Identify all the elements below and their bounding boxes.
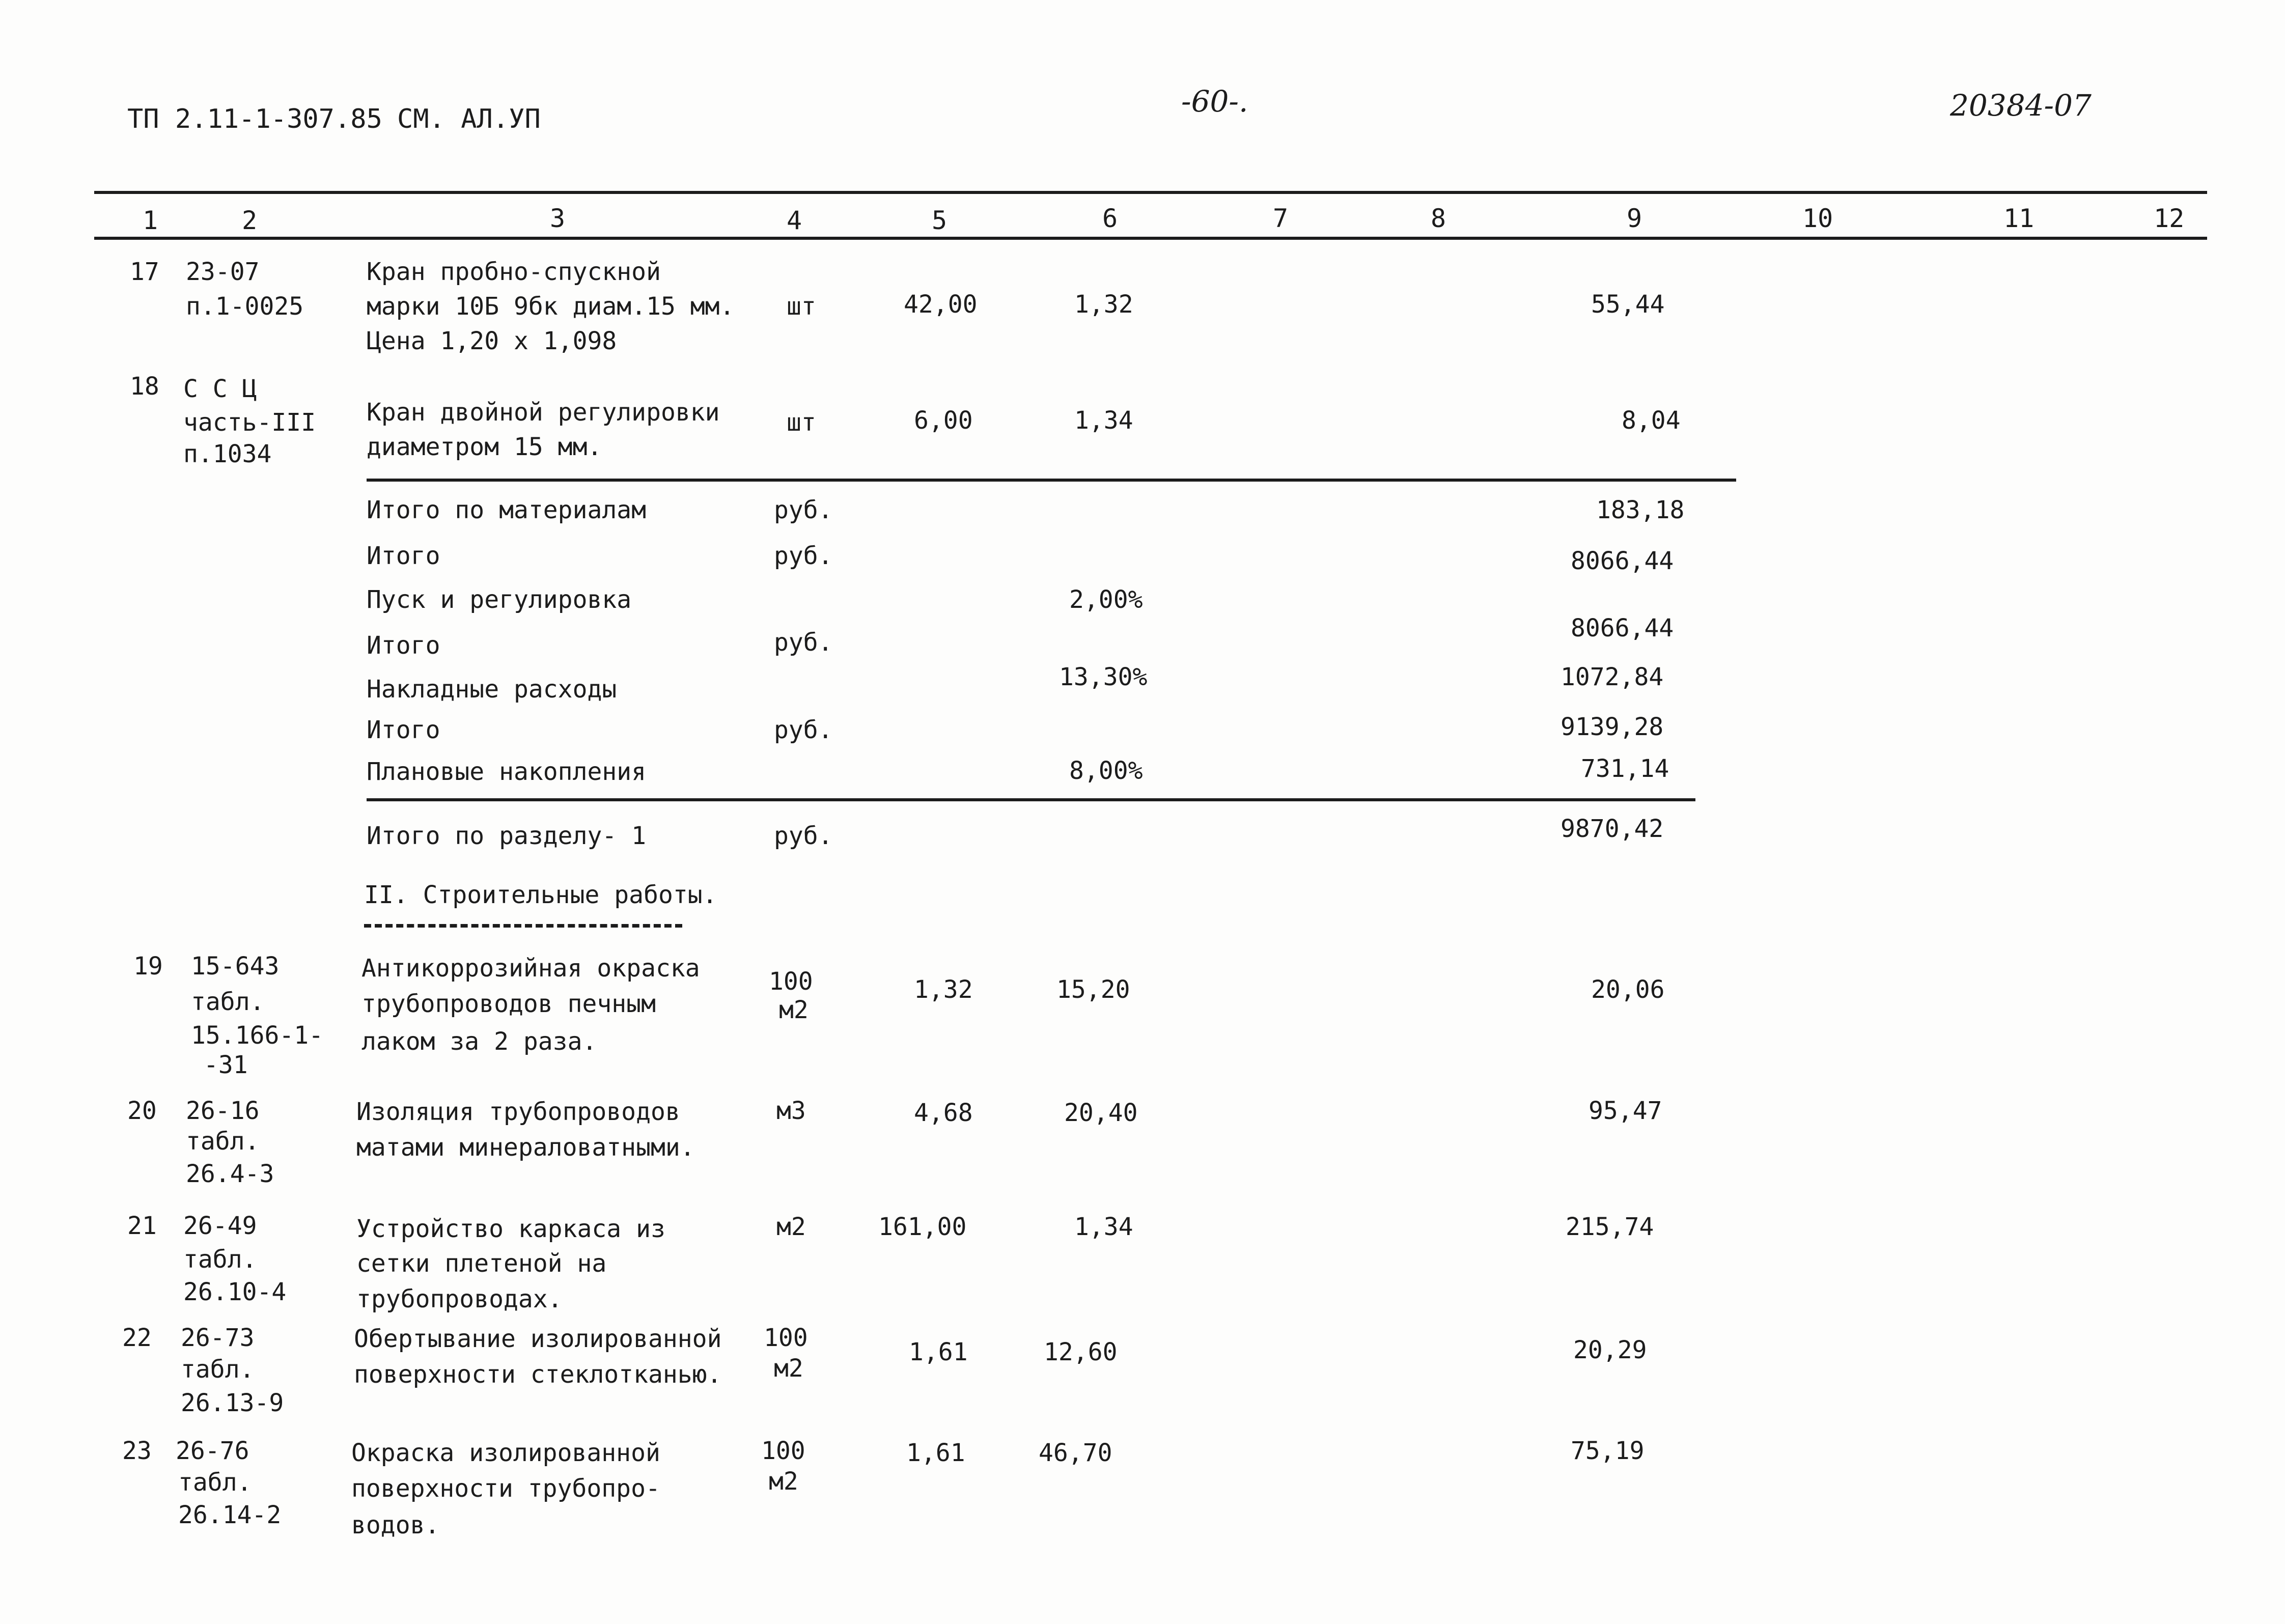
summary-total: 183,18 bbox=[1596, 496, 1685, 524]
row-code-line: 26.10-4 bbox=[183, 1278, 287, 1306]
column-number-1: 1 bbox=[143, 206, 158, 235]
column-number-12: 12 bbox=[2154, 204, 2185, 233]
summary-label: Итого bbox=[367, 631, 440, 660]
row-price: 15,20 bbox=[1056, 975, 1130, 1004]
column-number-11: 11 bbox=[2003, 204, 2035, 233]
column-number-7: 7 bbox=[1273, 204, 1289, 233]
column-number-6: 6 bbox=[1102, 204, 1118, 233]
column-number-2: 2 bbox=[242, 206, 258, 235]
column-number-3: 3 bbox=[550, 204, 566, 233]
row-total: 75,19 bbox=[1571, 1437, 1645, 1465]
row-name-line: Изоляция трубопроводов bbox=[356, 1098, 680, 1126]
row-number: 23 bbox=[122, 1437, 152, 1465]
header-bottom-rule bbox=[94, 237, 2207, 240]
row-unit: шт bbox=[787, 292, 816, 321]
summary-label: Итого bbox=[367, 542, 440, 570]
row-name-line: трубопроводов печным bbox=[361, 990, 656, 1018]
summary-unit: руб. bbox=[774, 496, 833, 524]
section-heading: II. Строительные работы. bbox=[364, 881, 717, 909]
summary-unit: руб. bbox=[774, 628, 833, 657]
row-number: 21 bbox=[127, 1212, 157, 1240]
column-number-4: 4 bbox=[787, 206, 802, 235]
row-code-line: п.1034 bbox=[183, 440, 272, 468]
document-code: ТП 2.11-1-307.85 bbox=[127, 104, 382, 134]
row-number: 18 bbox=[130, 372, 159, 401]
page-number: -60-. bbox=[1181, 84, 1248, 119]
table-top-rule bbox=[94, 191, 2207, 194]
summary-percent: 13,30% bbox=[1059, 663, 1148, 691]
summary-percent: 8,00% bbox=[1069, 757, 1143, 785]
row-number: 19 bbox=[133, 952, 163, 981]
row-name-line: диаметром 15 мм. bbox=[367, 433, 602, 461]
row-quantity: 6,00 bbox=[914, 406, 973, 435]
row-name-line: сетки плетеной на bbox=[356, 1249, 607, 1278]
column-number-5: 5 bbox=[932, 206, 948, 235]
row-price: 1,34 bbox=[1074, 406, 1133, 435]
row-code-line: 26-49 bbox=[183, 1212, 257, 1240]
section-total-unit: руб. bbox=[774, 822, 833, 850]
row-code-line: 26.14-2 bbox=[178, 1501, 282, 1529]
row-name-line: поверхности стеклотканью. bbox=[354, 1360, 722, 1389]
row-code-line: табл. bbox=[191, 988, 265, 1016]
row-code-line: 26-16 bbox=[186, 1097, 260, 1125]
row-code-line: 26.4-3 bbox=[186, 1160, 274, 1188]
row-name-line: трубопроводах. bbox=[356, 1285, 563, 1313]
row-quantity: 161,00 bbox=[878, 1213, 967, 1241]
archive-number: 20384-07 bbox=[1950, 88, 2092, 123]
section-total-rule bbox=[367, 798, 1695, 801]
row-name-line: Устройство каркаса из bbox=[356, 1215, 665, 1243]
section-divider-rule bbox=[367, 479, 1736, 482]
summary-label: Пуск и регулировка bbox=[367, 585, 632, 614]
row-quantity: 1,32 bbox=[914, 975, 973, 1004]
section-total-label: Итого по разделу- 1 bbox=[367, 822, 647, 850]
row-code-line: табл. bbox=[186, 1127, 260, 1156]
album-reference: СМ. АЛ.УП bbox=[397, 104, 541, 134]
row-code-line: 26-73 bbox=[181, 1324, 255, 1352]
row-code-line: 26-76 bbox=[176, 1437, 249, 1465]
section-total-value: 9870,42 bbox=[1561, 815, 1664, 843]
summary-total: 1072,84 bbox=[1561, 663, 1664, 691]
summary-label: Итого bbox=[367, 716, 440, 744]
row-number: 22 bbox=[122, 1324, 152, 1352]
row-name-line: марки 10Б 9бк диам.15 мм. bbox=[367, 292, 735, 321]
row-name-line: Обертывание изолированной bbox=[354, 1325, 722, 1353]
row-unit: м2 bbox=[769, 1467, 798, 1496]
summary-total: 9139,28 bbox=[1561, 713, 1664, 741]
section-heading-underline bbox=[364, 924, 682, 928]
row-total: 20,29 bbox=[1573, 1336, 1647, 1364]
row-code-line: 15.166-1- bbox=[191, 1021, 324, 1050]
row-name-line: Цена 1,20 х 1,098 bbox=[367, 327, 617, 355]
row-unit: 100 bbox=[761, 1437, 805, 1465]
row-price: 1,32 bbox=[1074, 290, 1133, 319]
summary-total: 8066,44 bbox=[1571, 547, 1674, 575]
row-unit: м2 bbox=[779, 996, 809, 1024]
row-code-line: табл. bbox=[181, 1355, 255, 1384]
summary-unit: руб. bbox=[774, 542, 833, 570]
row-name-line: водов. bbox=[351, 1511, 440, 1539]
row-total: 55,44 bbox=[1591, 290, 1665, 319]
row-code-line: С С Ц bbox=[183, 375, 257, 403]
row-price: 46,70 bbox=[1039, 1439, 1112, 1467]
row-unit: м3 bbox=[776, 1097, 806, 1125]
row-total: 20,06 bbox=[1591, 975, 1665, 1004]
summary-label: Накладные расходы bbox=[367, 675, 617, 704]
row-unit: 100 bbox=[764, 1324, 808, 1352]
row-quantity: 4,68 bbox=[914, 1099, 973, 1127]
summary-total: 8066,44 bbox=[1571, 614, 1674, 642]
row-name-line: Кран пробно-спускной bbox=[367, 258, 661, 286]
row-code-line: 26.13-9 bbox=[181, 1389, 284, 1417]
row-name-line: Антикоррозийная окраска bbox=[361, 954, 700, 983]
summary-total: 731,14 bbox=[1581, 754, 1669, 783]
row-unit: шт bbox=[787, 408, 816, 437]
row-code-line: -31 bbox=[204, 1051, 248, 1079]
row-unit: м2 bbox=[774, 1354, 803, 1383]
summary-unit: руб. bbox=[774, 716, 833, 744]
row-code-line: табл. bbox=[178, 1468, 252, 1497]
row-number: 20 bbox=[127, 1097, 157, 1125]
row-code-line: табл. bbox=[183, 1245, 257, 1274]
row-total: 215,74 bbox=[1566, 1213, 1654, 1241]
row-name-line: Окраска изолированной bbox=[351, 1439, 660, 1467]
row-quantity: 1,61 bbox=[906, 1439, 965, 1467]
summary-label: Итого по материалам bbox=[367, 496, 647, 524]
row-name-line: Кран двойной регулировки bbox=[367, 398, 720, 427]
column-number-9: 9 bbox=[1627, 204, 1642, 233]
row-total: 8,04 bbox=[1622, 406, 1681, 435]
row-code-line: 23-07 bbox=[186, 258, 260, 286]
row-code-line: п.1-0025 bbox=[186, 292, 304, 321]
row-quantity: 1,61 bbox=[909, 1338, 968, 1366]
row-price: 12,60 bbox=[1044, 1338, 1118, 1366]
row-number: 17 bbox=[130, 258, 159, 286]
summary-label: Плановые накопления bbox=[367, 758, 647, 786]
row-quantity: 42,00 bbox=[904, 290, 978, 319]
row-total: 95,47 bbox=[1589, 1097, 1662, 1125]
row-name-line: матами минераловатными. bbox=[356, 1133, 695, 1162]
column-number-8: 8 bbox=[1431, 204, 1446, 233]
row-code-line: 15-643 bbox=[191, 952, 280, 981]
row-price: 1,34 bbox=[1074, 1213, 1133, 1241]
row-code-line: часть-III bbox=[183, 408, 316, 437]
row-price: 20,40 bbox=[1064, 1099, 1138, 1127]
row-name-line: лаком за 2 раза. bbox=[361, 1027, 597, 1056]
row-unit: 100 bbox=[769, 967, 813, 996]
row-unit: м2 bbox=[776, 1213, 806, 1241]
summary-percent: 2,00% bbox=[1069, 585, 1143, 614]
column-number-10: 10 bbox=[1802, 204, 1833, 233]
row-name-line: поверхности трубопро- bbox=[351, 1474, 660, 1503]
